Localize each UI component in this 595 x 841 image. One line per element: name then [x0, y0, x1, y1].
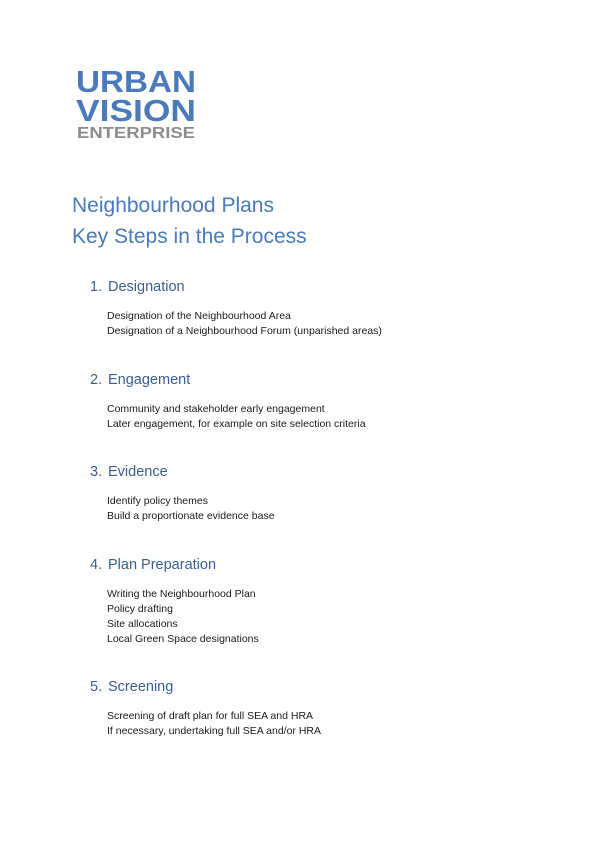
list-item: Site allocations [107, 618, 178, 630]
step-items [107, 587, 570, 647]
title-line-2: Key Steps in the Process [72, 225, 307, 248]
step-designation [90, 278, 570, 339]
step-label: Designation [108, 279, 185, 295]
title-line-1: Neighbourhood Plans [72, 194, 274, 217]
step-label: Engagement [108, 372, 191, 388]
step-plan-preparation [90, 556, 570, 647]
step-screening [90, 678, 570, 739]
list-item: Build a proportionate evidence base [107, 510, 275, 522]
step-heading [90, 463, 570, 481]
step-items [107, 402, 570, 432]
list-item: Designation of a Neighbourhood Forum (unparished areas) [107, 325, 382, 337]
step-items [107, 709, 570, 739]
step-number: 2. [90, 372, 103, 388]
step-items [107, 309, 570, 339]
list-item: Screening of draft plan for full SEA and HRA [107, 710, 314, 722]
list-item: If necessary, undertaking full SEA and/or HRA [107, 725, 321, 737]
step-number: 4. [90, 557, 103, 573]
svg-text:VISION: VISION [76, 93, 196, 128]
list-item: Identify policy themes [107, 495, 208, 507]
step-engagement [90, 371, 570, 432]
step-label: Evidence [108, 464, 168, 480]
list-item: Community and stakeholder early engagement [107, 403, 325, 415]
list-item: Writing the Neighbourhood Plan [107, 588, 256, 600]
urban-vision-enterprise-logo [76, 66, 198, 142]
step-items [107, 494, 570, 524]
step-number: 5. [90, 679, 103, 695]
step-evidence [90, 463, 570, 524]
step-heading [90, 371, 570, 389]
step-heading [90, 678, 570, 696]
document-title [72, 190, 307, 252]
step-heading [90, 556, 570, 574]
list-item: Designation of the Neighbourhood Area [107, 310, 291, 322]
step-heading [90, 278, 570, 296]
list-item: Local Green Space designations [107, 633, 259, 645]
list-item: Policy drafting [107, 603, 173, 615]
svg-text:URBAN: URBAN [76, 66, 196, 99]
step-number: 1. [90, 279, 103, 295]
list-item: Later engagement, for example on site selection criteria [107, 418, 366, 430]
step-number: 3. [90, 464, 103, 480]
svg-text:ENTERPRISE: ENTERPRISE [77, 125, 196, 142]
step-label: Plan Preparation [108, 557, 217, 573]
step-label: Screening [108, 679, 174, 695]
